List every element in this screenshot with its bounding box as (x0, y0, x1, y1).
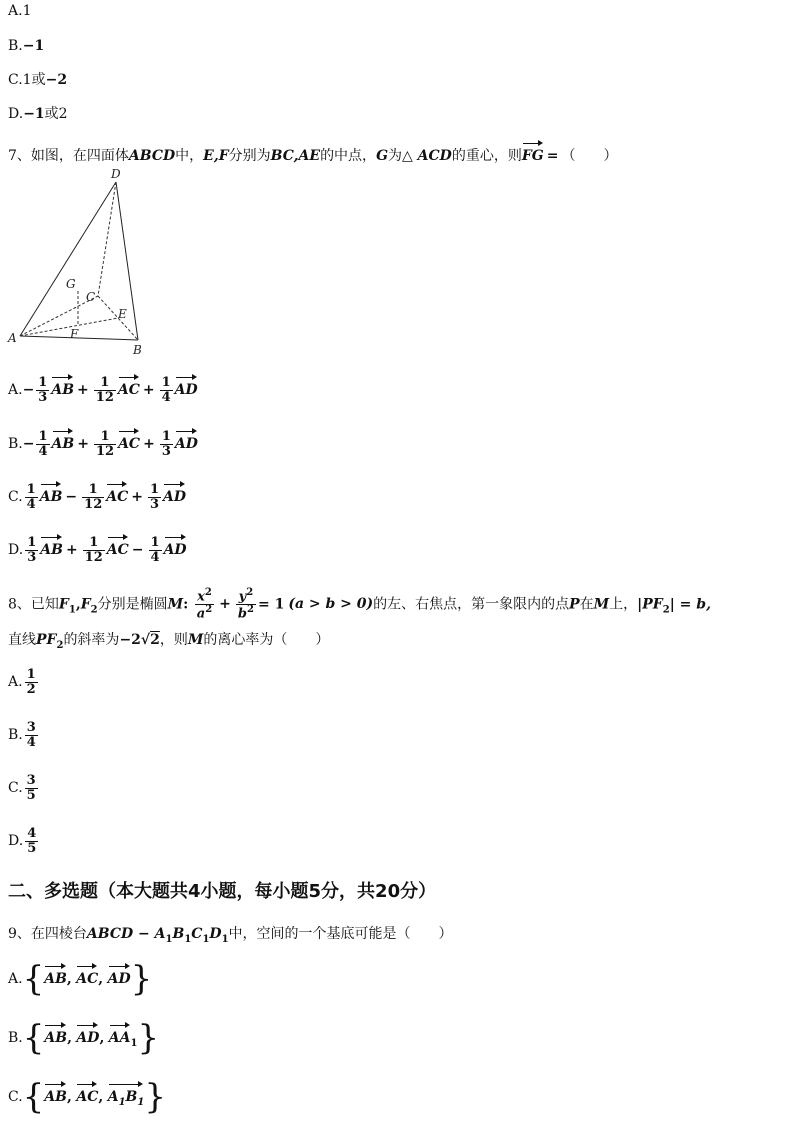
vector-ac: AC (118, 374, 140, 398)
fraction (25, 721, 38, 749)
math-text: : (183, 596, 189, 613)
q9-option-a (8, 959, 153, 999)
or-text: 或 (31, 72, 46, 88)
stem-text: 的中点， (320, 148, 377, 164)
fraction-x2-a2 (195, 588, 214, 621)
vector-ab: AB (44, 1081, 67, 1105)
option-label: A. (8, 674, 23, 691)
sign: − (22, 436, 35, 452)
math-text: ABCD (128, 148, 176, 164)
option-label: D. (8, 833, 24, 850)
math-text: C (191, 926, 203, 942)
stem-text: 在 (579, 596, 594, 613)
sign: + (219, 596, 231, 613)
denominator: 12 (84, 549, 103, 565)
math-text: PF (36, 632, 57, 648)
math-text: F (58, 596, 69, 613)
answer-blank: （ ） (561, 148, 618, 164)
label-g: G (66, 277, 76, 291)
q8-stem-line-1 (8, 588, 711, 621)
denominator: 12 (95, 443, 115, 459)
denominator: 12 (95, 389, 114, 405)
subscript: 1 (165, 933, 173, 945)
separator: , (98, 971, 104, 987)
sign: + (77, 436, 89, 452)
option-label: B. (8, 1030, 23, 1046)
stem-text: 中，空间的一个基底可能是（ ） (228, 926, 453, 942)
subscript: 2 (56, 639, 64, 651)
option-label: C. (8, 489, 23, 505)
vector-ad: AD (108, 963, 131, 987)
separator: , (99, 1030, 105, 1046)
edge-ab (20, 336, 138, 340)
numerator: 1 (150, 481, 160, 497)
math-text: D (209, 926, 222, 942)
subscript: 2 (90, 604, 98, 616)
vector-ad: AD (164, 534, 187, 558)
stem-text: 在四棱台 (30, 926, 87, 942)
stem-text: 为 (388, 148, 403, 164)
sign: − (131, 542, 144, 558)
question-number: 9、 (8, 926, 31, 942)
exponent: 2 (247, 603, 254, 615)
numerator: 1 (27, 534, 37, 550)
q9-stem (8, 926, 453, 945)
subscript: 1 (130, 1037, 138, 1049)
math-text: = 1 (257, 596, 285, 613)
stem-text: ，则 (159, 632, 188, 648)
q6-option-a (8, 3, 31, 19)
q6-option-b (8, 38, 44, 54)
denominator: 3 (150, 496, 160, 512)
math-text: |PF (637, 596, 663, 613)
q6-option-c (8, 72, 67, 88)
left-brace: { (22, 959, 45, 999)
var: x (197, 589, 205, 605)
numerator: 1 (94, 376, 116, 391)
label-b: B (133, 343, 142, 357)
denominator (195, 605, 214, 621)
stem-text: 的重心，则 (451, 148, 522, 164)
stem-text: 中， (175, 148, 204, 164)
q8-option-d (8, 827, 40, 855)
edge-dc (98, 182, 116, 296)
q8-stem-line-2: 直线$PF_2$的斜率为−2√2，则M的离心率为（ ） (8, 632, 330, 651)
numerator: 1 (26, 481, 36, 497)
fraction (82, 483, 104, 511)
numerator: 3 (26, 773, 36, 788)
math-text: E,F (203, 148, 229, 164)
fraction (25, 827, 38, 855)
vector-ab: AB (44, 963, 67, 987)
option-value: 2 (58, 106, 68, 122)
vector-a1b1 (108, 1081, 145, 1108)
sqrt-radicand: 2 (150, 632, 160, 648)
math-text: B (172, 926, 185, 942)
section-heading-multi-choice: 二、多选题（本大题共4小题，每小题5分，共20分） (8, 881, 437, 902)
denominator: 12 (84, 496, 103, 512)
sign: − (65, 489, 78, 505)
separator: , (98, 1089, 104, 1105)
left-brace: { (22, 1077, 45, 1117)
right-brace: } (137, 1018, 160, 1058)
subscript: 1 (118, 1096, 126, 1108)
question-number: 8、 (8, 596, 31, 613)
label-e: E (118, 307, 127, 321)
numerator (236, 588, 256, 605)
question-number: 7、 (8, 148, 31, 164)
fraction (36, 430, 49, 458)
vector-ab: AB (40, 481, 63, 505)
math-text: | = b, (669, 596, 711, 613)
denominator: 4 (150, 549, 160, 565)
separator: , (67, 1089, 72, 1105)
math-text: G (376, 148, 389, 164)
math-text: M (167, 596, 184, 613)
fraction (25, 483, 38, 511)
fraction (25, 536, 38, 564)
q9-option-b (8, 1018, 160, 1058)
q6-option-d (8, 106, 68, 122)
sign: + (142, 382, 155, 398)
math-text: ABCD − A (86, 926, 166, 942)
math-text: B (125, 1089, 138, 1105)
sign: + (131, 489, 143, 505)
denominator: 4 (38, 443, 48, 459)
option-label: A. (8, 971, 23, 987)
q9-option-c (8, 1077, 166, 1117)
stem-text: 的离心率为（ ） (203, 632, 330, 648)
numerator: 1 (94, 430, 116, 445)
numerator: 1 (82, 483, 104, 498)
option-value: 1 (22, 72, 32, 88)
var: a (196, 606, 206, 622)
q8-option-c (8, 774, 40, 802)
denominator (236, 605, 256, 621)
equals-sign: = (546, 148, 559, 164)
numerator: 1 (150, 534, 160, 550)
option-label: D. (8, 106, 24, 122)
exponent: 2 (246, 587, 254, 598)
sign: + (77, 382, 89, 398)
q7-option-d (8, 534, 187, 564)
numerator (195, 588, 214, 605)
denominator: 3 (161, 443, 171, 459)
numerator: 1 (38, 428, 48, 444)
left-brace: { (22, 1018, 45, 1058)
numerator: 4 (27, 826, 37, 841)
label-a: A (8, 331, 17, 345)
fraction-y2-b2 (236, 588, 256, 621)
math-text: , (75, 596, 81, 613)
label-f: F (70, 327, 79, 341)
vector-ac: AC (76, 963, 98, 987)
fraction (25, 668, 38, 696)
option-value: −2 (45, 72, 68, 88)
numerator: 3 (26, 720, 36, 735)
q7-stem (8, 140, 617, 164)
option-label: A. (8, 3, 23, 19)
subscript: 1 (137, 1096, 145, 1108)
q7-option-a (8, 374, 198, 404)
denominator: 4 (26, 734, 36, 750)
label-c: C (86, 290, 96, 304)
vector-ab: AB (52, 428, 75, 452)
subscript: 1 (202, 933, 210, 945)
fraction (94, 376, 116, 404)
numerator: 1 (38, 374, 48, 390)
denominator: 3 (27, 549, 37, 565)
denominator: 5 (27, 840, 37, 856)
math-text: −2 (119, 632, 141, 648)
math-text: (a > b > 0) (288, 596, 374, 613)
option-label: C. (8, 72, 23, 88)
vector-ad: AD (76, 1022, 99, 1046)
fraction (149, 536, 162, 564)
option-label: B. (8, 38, 23, 54)
fraction (148, 483, 161, 511)
denominator: 3 (38, 389, 48, 405)
stem-text: 上， (609, 596, 638, 613)
sign: + (65, 542, 78, 558)
exponent: 2 (205, 603, 213, 615)
math-text: M (593, 596, 610, 613)
numerator: 1 (83, 536, 105, 551)
option-label: B. (8, 727, 23, 744)
stem-text: 直线 (8, 632, 36, 648)
vector-ad: AD (175, 428, 198, 452)
stem-text: 的左、右焦点，第一象限内的点 (373, 596, 570, 613)
option-label: A. (8, 382, 23, 398)
separator: , (67, 1030, 72, 1046)
vector-ac: AC (118, 428, 140, 452)
or-text: 或 (44, 106, 59, 122)
var: b (237, 606, 247, 622)
right-brace: } (130, 959, 153, 999)
math-text: M (187, 632, 204, 648)
stem-text: 如图，在四面体 (30, 148, 129, 164)
vector-ab: AB (51, 374, 74, 398)
fraction (25, 774, 38, 802)
sign: + (143, 436, 155, 452)
subscript: 1 (221, 933, 229, 945)
fraction (160, 430, 173, 458)
vector-ab: AB (40, 534, 63, 558)
subscript: 2 (662, 604, 670, 616)
denominator: 5 (26, 787, 36, 803)
vector-fg: FG (522, 140, 544, 164)
stem-text: 分别是椭圆 (97, 596, 168, 613)
numerator: 1 (161, 374, 171, 390)
numerator: 1 (26, 667, 36, 682)
stem-text: 已知 (30, 596, 59, 613)
math-text: F (80, 596, 91, 613)
subscript: 1 (184, 933, 192, 945)
numerator: 1 (161, 428, 171, 444)
q8-option-a (8, 668, 40, 696)
stem-text: 分别为 (228, 148, 271, 164)
option-label: C. (8, 1089, 23, 1105)
denominator: 4 (26, 496, 36, 512)
stem-text: 的斜率为 (63, 632, 120, 648)
vector-ad: AD (175, 374, 198, 398)
fraction (36, 376, 49, 404)
vector-ad: AD (163, 481, 186, 505)
subscript: 1 (68, 604, 76, 616)
option-value: −1 (23, 106, 45, 122)
q8-option-b (8, 721, 40, 749)
math-text: BC,AE (270, 148, 321, 164)
option-value: −1 (22, 38, 45, 54)
option-label: D. (8, 542, 24, 558)
tetrahedron-figure (6, 164, 156, 360)
vector-ac: AC (106, 481, 128, 505)
vector-ab: AB (44, 1022, 67, 1046)
option-value: 1 (22, 3, 32, 19)
math-text: A (107, 1089, 119, 1105)
math-text: △ ACD (402, 148, 452, 164)
math-text: P (569, 596, 580, 613)
q7-option-b (8, 428, 198, 458)
separator: , (66, 971, 72, 987)
denominator: 2 (26, 681, 36, 697)
fraction (83, 536, 105, 564)
right-brace: } (144, 1077, 166, 1117)
vector-aa1: AA (109, 1022, 131, 1046)
option-label: C. (8, 780, 23, 797)
vector-ac: AC (76, 1081, 98, 1105)
sign: − (22, 382, 35, 398)
edge-ad (20, 182, 116, 336)
option-label: B. (8, 436, 23, 452)
denominator: 4 (161, 389, 171, 405)
segment-ae (20, 318, 118, 336)
q7-option-c (8, 481, 186, 511)
fraction (160, 376, 173, 404)
var: y (238, 589, 247, 605)
vector-ac: AC (107, 534, 129, 558)
exponent: 2 (204, 587, 212, 598)
label-d: D (111, 167, 121, 181)
fraction (94, 430, 116, 458)
